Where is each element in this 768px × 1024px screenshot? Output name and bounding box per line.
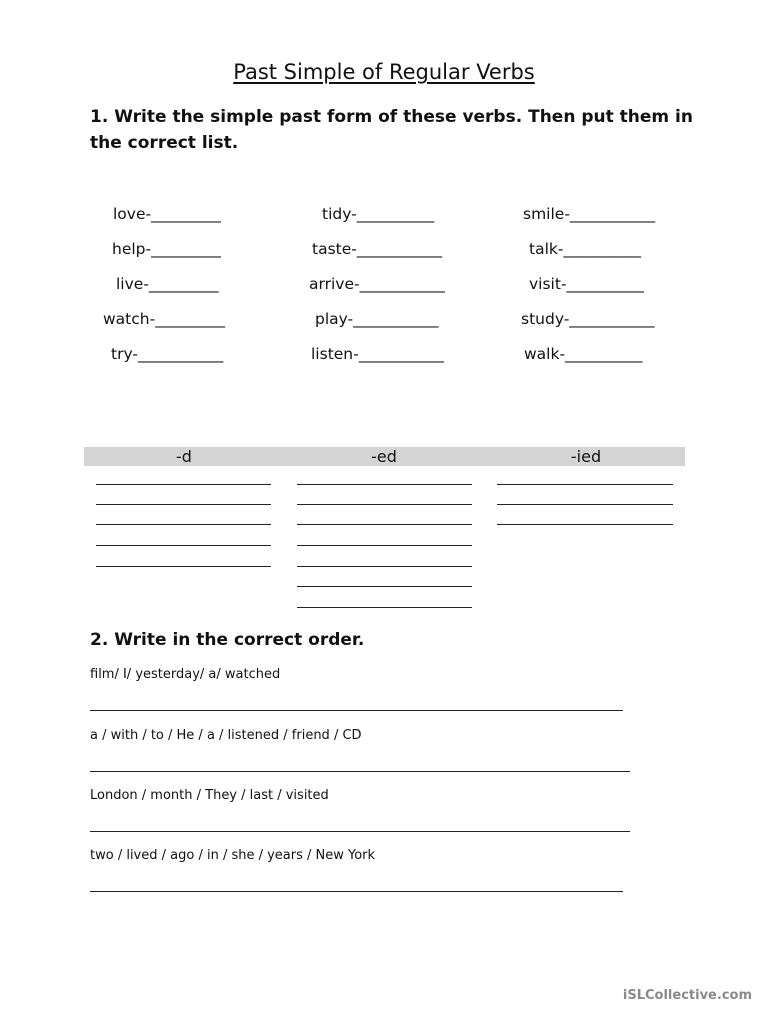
answer-line[interactable]: [90, 831, 630, 832]
scrambled-sentence: London / month / They / last / visited: [90, 788, 329, 803]
category-header-bar: [84, 447, 685, 466]
verb-item: taste-___________: [312, 240, 443, 258]
verb-item: watch-_________: [103, 310, 225, 328]
verb-item: help-_________: [112, 240, 221, 258]
scrambled-sentence: a / with / to / He / a / listened / friend / CD: [90, 728, 362, 743]
answer-blank[interactable]: [297, 566, 472, 567]
verb-item: walk-__________: [524, 345, 643, 363]
answer-blank[interactable]: [497, 504, 673, 505]
answer-blank[interactable]: [96, 504, 271, 505]
answer-blank[interactable]: [96, 566, 271, 567]
answer-blank[interactable]: [297, 524, 472, 525]
column-header-ed: -ed: [371, 447, 397, 466]
scrambled-sentence: two / lived / ago / in / she / years / New York: [90, 848, 376, 863]
answer-blank[interactable]: [96, 545, 271, 546]
answer-blank[interactable]: [297, 545, 472, 546]
column-header-d: -d: [176, 447, 192, 466]
column-header-ied: -ied: [570, 447, 602, 466]
verb-item: smile-___________: [523, 205, 656, 223]
answer-blank[interactable]: [96, 524, 271, 525]
answer-blank[interactable]: [297, 484, 472, 485]
verb-item: study-___________: [521, 310, 655, 328]
exercise-2-instruction: 2. Write in the correct order.: [90, 630, 365, 650]
verb-item: talk-__________: [529, 240, 641, 258]
answer-line[interactable]: [90, 771, 630, 772]
answer-blank[interactable]: [96, 484, 271, 485]
verb-item: arrive-___________: [309, 275, 445, 293]
verb-item: listen-___________: [311, 345, 444, 363]
answer-blank[interactable]: [497, 524, 673, 525]
worksheet-title: Past Simple of Regular Verbs: [233, 60, 535, 84]
answer-blank[interactable]: [497, 484, 673, 485]
verb-item: try-___________: [111, 345, 224, 363]
verb-item: live-_________: [116, 275, 219, 293]
site-watermark: iSLCollective.com: [622, 988, 752, 1003]
verb-item: love-_________: [113, 205, 221, 223]
answer-blank[interactable]: [297, 586, 472, 587]
answer-blank[interactable]: [297, 607, 472, 608]
scrambled-sentence: film/ I/ yesterday/ a/ watched: [90, 667, 281, 682]
answer-line[interactable]: [90, 710, 623, 711]
answer-line[interactable]: [90, 891, 623, 892]
verb-item: tidy-__________: [322, 205, 435, 223]
verb-item: play-___________: [315, 310, 439, 328]
answer-blank[interactable]: [297, 504, 472, 505]
verb-item: visit-__________: [529, 275, 645, 293]
exercise-1-instruction: 1. Write the simple past form of these verbs. Then put them in the correct list.: [90, 107, 693, 153]
